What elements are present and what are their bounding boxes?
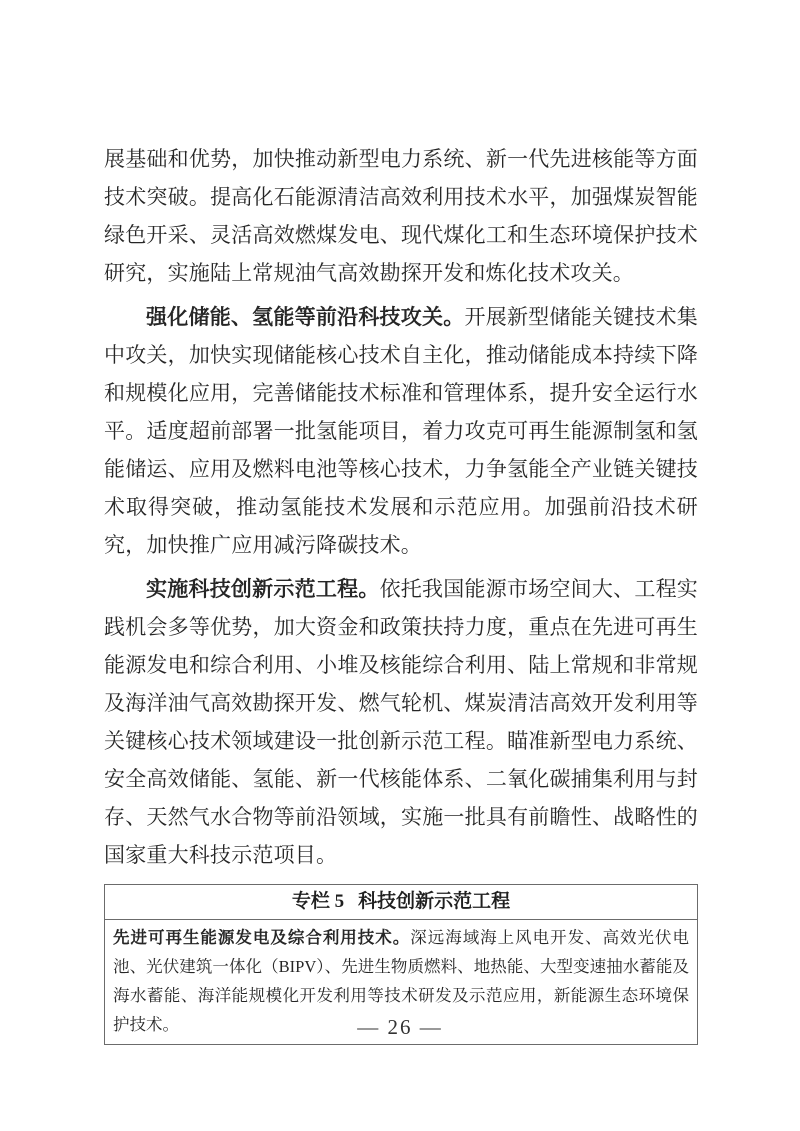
paragraph-1-text: 展基础和优势，加快推动新型电力系统、新一代先进核能等方面技术突破。提高化石能源清洁高效利用技术水平，加强煤炭智能绿色开采、灵活高效燃煤发电、现代煤化工和生态环境保护技术研究，实施陆上常规油气高效勘探开发和炼化技术攻关。 [104,147,698,285]
page-number: — 26 — [357,1015,443,1039]
callout-box-text: 深远海域海上风电开发、高效光伏电池、光伏建筑一体化（BIPV）、先进生物质燃料、地热能、大型变速抽水蓄能及海水蓄能、海洋能规模化开发利用等技术研发及示范应用，新能源生态环境保护技术。 [113,928,689,1034]
document-body [104,140,698,1045]
callout-box-lead: 先进可再生能源发电及综合利用技术。 [113,928,411,947]
paragraph-2-text: 开展新型储能关键技术集中攻关，加快实现储能核心技术自主化，推动储能成本持续下降和规模化应用，完善储能技术标准和管理体系，提升安全运行水平。适度超前部署一批氢能项目，着力攻克可再生能源制氢和氢能储运、应用及燃料电池等核心技术，力争氢能全产业链关键技术取得突破，推动氢能技术发展和示范应用。加强前沿技术研究，加快推广应用减污降碳技术。 [104,305,699,557]
paragraph-3-text: 依托我国能源市场空间大、工程实践机会多等优势，加大资金和政策扶持力度，重点在先进可再生能源发电和综合利用、小堆及核能综合利用、陆上常规和非常规及海洋油气高效勘探开发、燃气轮机、煤炭清洁高效开发利用等关键核心技术领域建设一批创新示范工程。瞄准新型电力系统、安全高效储能、氢能、新一代核能体系、二氧化碳捕集利用与封存、天然气水合物等前沿领域，实施一批具有前瞻性、战略性的国家重大科技示范项目。 [104,577,699,867]
callout-box-title: 科技创新示范工程 [358,891,511,912]
paragraph-3-lead: 实施科技创新示范工程。 [146,577,380,601]
paragraph-3 [104,570,698,874]
paragraph-1 [104,140,698,292]
callout-box-header [105,885,697,920]
paragraph-2-lead: 强化储能、氢能等前沿科技攻关。 [146,305,465,329]
callout-box-label: 专栏 5 [291,891,345,912]
paragraph-2 [104,298,698,564]
